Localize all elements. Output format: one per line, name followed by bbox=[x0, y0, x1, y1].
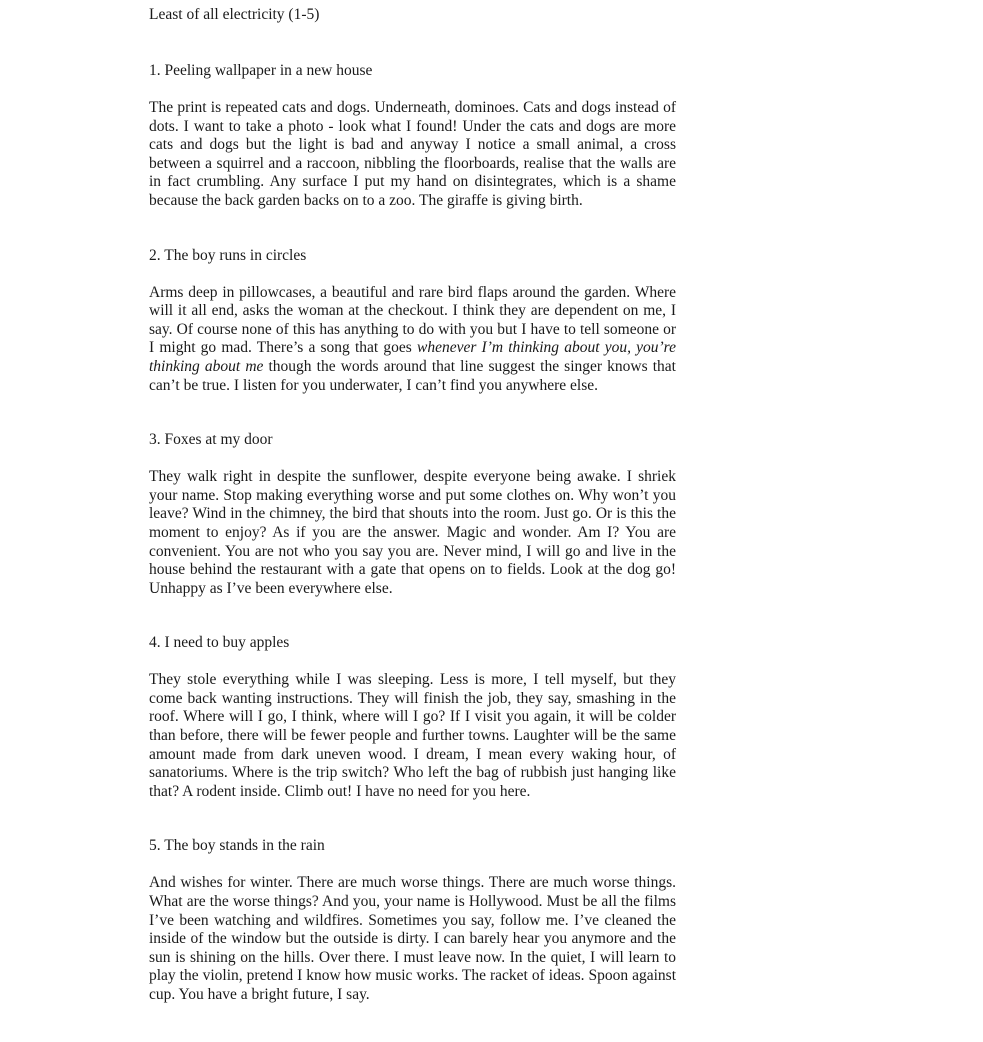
poem-section bbox=[149, 836, 676, 1004]
poem-section bbox=[149, 633, 676, 801]
poem-body bbox=[149, 284, 676, 396]
poem-text: though the words around that line suggest the singer knows that can’t be true. I listen for you underwater, I can’t find you anywhere else. bbox=[149, 357, 676, 394]
poem-section bbox=[149, 430, 676, 598]
poem-text: They stole everything while I was sleeping. Less is more, I tell myself, but they come back wanting instructions. They will finish the job, they say, smashing in the roof. Where will I go, I think, where will I go? If I visit you again, it will be colder than before, there will be fewer people and further towns. Laughter will be the same amount made from dark uneven wood. I dream, I mean every waking hour, of sanatoriums. Where is the trip switch? Who left the bag of rubbish just hanging like that? A rodent inside. Climb out! I have no need for you here. bbox=[149, 671, 676, 800]
poem-heading: 3. Foxes at my door bbox=[149, 431, 273, 449]
poem-body bbox=[149, 671, 676, 801]
poem-text: The print is repeated cats and dogs. Underneath, dominoes. Cats and dogs instead of dots. I want to take a photo - look what I found! Under the cats and dogs are more cats and dogs but the light is bad and anyway I notice a small animal, a cross between a squirrel and a raccoon, nibbling the floorboards, realise that the walls are in fact crumbling. Any surface I put my hand on disintegrates, which is a shame because the back garden backs on to a zoo. The giraffe is giving birth. bbox=[149, 99, 676, 209]
poem-heading: 2. The boy runs in circles bbox=[149, 246, 307, 264]
poem-heading: 1. Peeling wallpaper in a new house bbox=[149, 62, 373, 79]
poem-heading: 4. I need to buy apples bbox=[149, 634, 290, 652]
poem-text: Arms deep in pillowcases, a beautiful and rare bird flaps around the garden. Where will it all end, asks the woman at the checkout. I think they are dependent on me, I say. Of course none of this has anything to do with you but I have to tell someone or I might go mad. There’s a song that goes bbox=[149, 283, 676, 357]
poem-heading: 5. The boy stands in the rain bbox=[149, 837, 325, 855]
poem-body bbox=[149, 874, 676, 1004]
poem-text: They walk right in despite the sunflower, despite everyone being awake. I shriek your name. Stop making everything worse and put some clothes on. Why won’t you leave? Wind in the chimney, the bird that shouts into the room. Just go. Or is this the moment to enjoy? As if you are the answer. Magic and wonder. Am I? You are convenient. You are not who you say you are. Never mind, I will go and live in the house behind the restaurant with a gate that opens on to fields. Look at the dog go! Unhappy as I’ve been everywhere else. bbox=[149, 468, 676, 597]
poem-body bbox=[149, 468, 676, 598]
document-title: Least of all electricity (1-5) bbox=[149, 6, 320, 23]
poem-section bbox=[149, 61, 676, 211]
poem-body bbox=[149, 99, 676, 211]
poem-section bbox=[149, 246, 676, 396]
poem-text: And wishes for winter. There are much worse things. There are much worse things. What are the worse things? And you, your name is Hollywood. Must be all the films I’ve been watching and wildfires. Sometimes you say, follow me. I’ve cleaned the inside of the window but the outside is dirty. I can barely hear you anymore and the sun is shining on the hills. Over there. I must leave now. In the quiet, I will learn to play the violin, pretend I know how music works. The racket of ideas. Spoon against cup. You have a bright future, I say. bbox=[149, 874, 676, 1003]
document-page bbox=[149, 5, 676, 1005]
song-lyric-quote: whenever I’m thinking about you, you’re thinking about me bbox=[149, 339, 676, 375]
